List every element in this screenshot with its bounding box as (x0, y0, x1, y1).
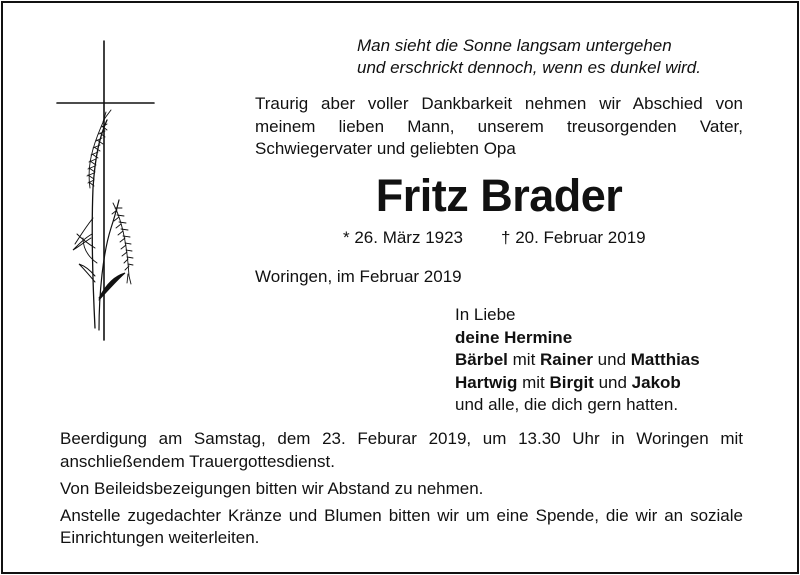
motto-line-2: und erschrickt dennoch, wenn es dunkel wird. (357, 58, 701, 77)
donation-note: Anstelle zugedachter Kränze und Blumen bitten wir um eine Spende, die wir an soziale Einrichtungen weiterleiten. (60, 505, 743, 547)
mourners-line-3: Hartwig mit Birgit und Jakob (455, 372, 681, 392)
mourner-name: Matthias (630, 350, 700, 369)
cross-with-wheat-icon (55, 38, 160, 343)
deceased-name: Fritz Brader (375, 170, 623, 221)
mourners-closing: und alle, die dich gern hatten. (455, 395, 679, 414)
death-date: † 20. Februar 2019 (501, 228, 646, 247)
intro-text: Traurig aber voller Dankbarkeit nehmen wir Abschied von meinem lieben Mann, unserem treusorgenden Vater, Schwiegervater und geliebten Opa (255, 94, 743, 158)
mourner-name: Birgit (549, 372, 594, 392)
funeral-notes (60, 428, 743, 554)
mourners-intro: In Liebe (455, 305, 516, 324)
mourners-line-2: Bärbel mit Rainer und Matthias (455, 350, 700, 369)
place-date: Woringen, im Februar 2019 (255, 267, 462, 286)
condolence-note: Von Beileidsbezeigungen bitten wir Abstand zu nehmen. (60, 478, 484, 498)
mourner-spouse: deine Hermine (455, 327, 573, 347)
mourner-name: Jakob (631, 372, 681, 392)
motto-quote (357, 35, 757, 79)
mourner-name: Rainer (540, 350, 593, 369)
mourner-name: Bärbel (455, 350, 508, 369)
funeral-info: Beerdigung am Samstag, dem 23. Feburar 2019, um 13.30 Uhr in Woringen mit anschließendem Trauergottesdienst. (60, 429, 743, 471)
mourner-name: Hartwig (455, 372, 518, 392)
life-dates (343, 227, 743, 249)
mourners-list (455, 304, 755, 417)
motto-line-1: Man sieht die Sonne langsam untergehen (357, 36, 672, 55)
birth-date: * 26. März 1923 (343, 228, 464, 247)
